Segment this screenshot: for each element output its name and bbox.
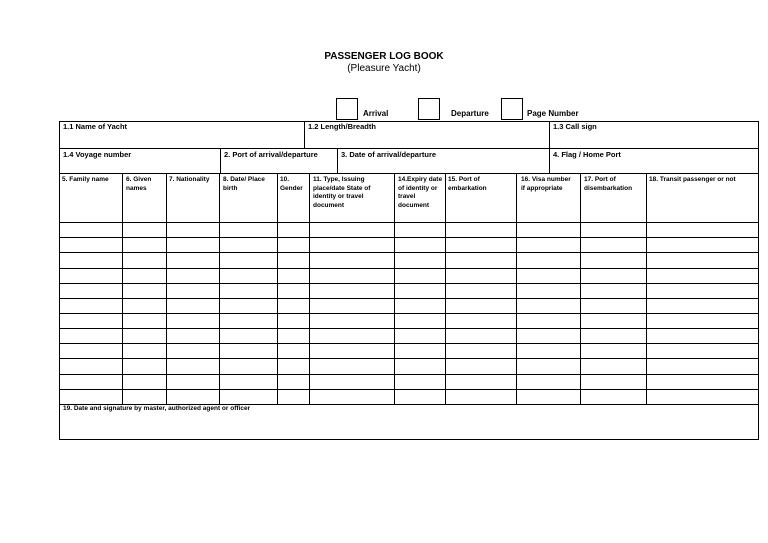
grid-line [337,148,338,173]
grid-line [59,148,759,149]
column-header-expiry-date: 14.Expiry date of identity or travel document [398,176,443,209]
name-of-yacht-label: 1.1 Name of Yacht [63,122,128,131]
page-number-checkbox[interactable] [501,98,523,120]
column-header-nationality: 7. Nationality [169,176,210,183]
table-row [59,313,759,314]
column-header-family-name: 5. Family name [62,176,109,183]
column-header-gender: 10. Gender [280,176,303,192]
grid-line [580,173,581,404]
grid-line [516,173,517,404]
arrival-label: Arrival [363,109,389,118]
grid-line [549,148,550,173]
column-header-port-of-disembarkation: 17. Port of disembarkation [584,176,633,192]
departure-label: Departure [451,109,489,118]
grid-line [304,121,305,148]
grid-line [277,173,278,404]
table-row [59,283,759,284]
arrival-checkbox[interactable] [336,98,358,120]
table-row [59,222,759,223]
voyage-number-label: 1.4 Voyage number [63,150,132,159]
table-row [59,298,759,299]
table-row [59,237,759,238]
flag-home-port-label: 4. Flag / Home Port [553,150,621,159]
table-row [59,389,759,390]
grid-line [549,121,550,148]
grid-line [220,148,221,173]
column-header-identity-document: 11. Type, Issuing place/date State of identity or travel document [313,176,371,209]
grid-line [646,173,647,404]
column-header-transit-passenger: 18. Transit passenger or not [649,176,736,183]
grid-line [122,173,123,404]
grid-line [219,173,220,404]
table-row [59,268,759,269]
grid-line [758,121,759,440]
page-subtitle: (Pleasure Yacht) [347,63,421,74]
table-row [59,252,759,253]
table-row [59,343,759,344]
column-header-visa-number: 16. Visa number if appropriate [521,176,571,192]
grid-line [445,173,446,404]
grid-line [166,173,167,404]
table-row [59,358,759,359]
grid-line [59,173,759,174]
grid-line [59,121,60,440]
date-arrival-departure-label: 3. Date of arrival/departure [341,150,437,159]
page-title: PASSENGER LOG BOOK [324,51,444,62]
signature-label: 19. Date and signature by master, authorized agent or officer [63,405,251,412]
call-sign-label: 1.3 Call sign [553,122,597,131]
port-arrival-departure-label: 2. Port of arrival/departure [224,150,318,159]
column-header-given-names: 6. Given names [126,176,152,192]
departure-checkbox[interactable] [418,98,440,120]
length-breadth-label: 1.2 Length/Breadth [308,122,376,131]
column-header-date-place-birth: 8. Date/ Place birth [223,176,265,192]
grid-line [394,173,395,404]
table-row [59,328,759,329]
table-row [59,374,759,375]
grid-line [59,439,759,440]
page-number-label: Page Number [527,109,579,118]
grid-line [59,121,759,122]
column-header-port-of-embarkation: 15. Port of embarkation [448,176,487,192]
grid-line [309,173,310,404]
